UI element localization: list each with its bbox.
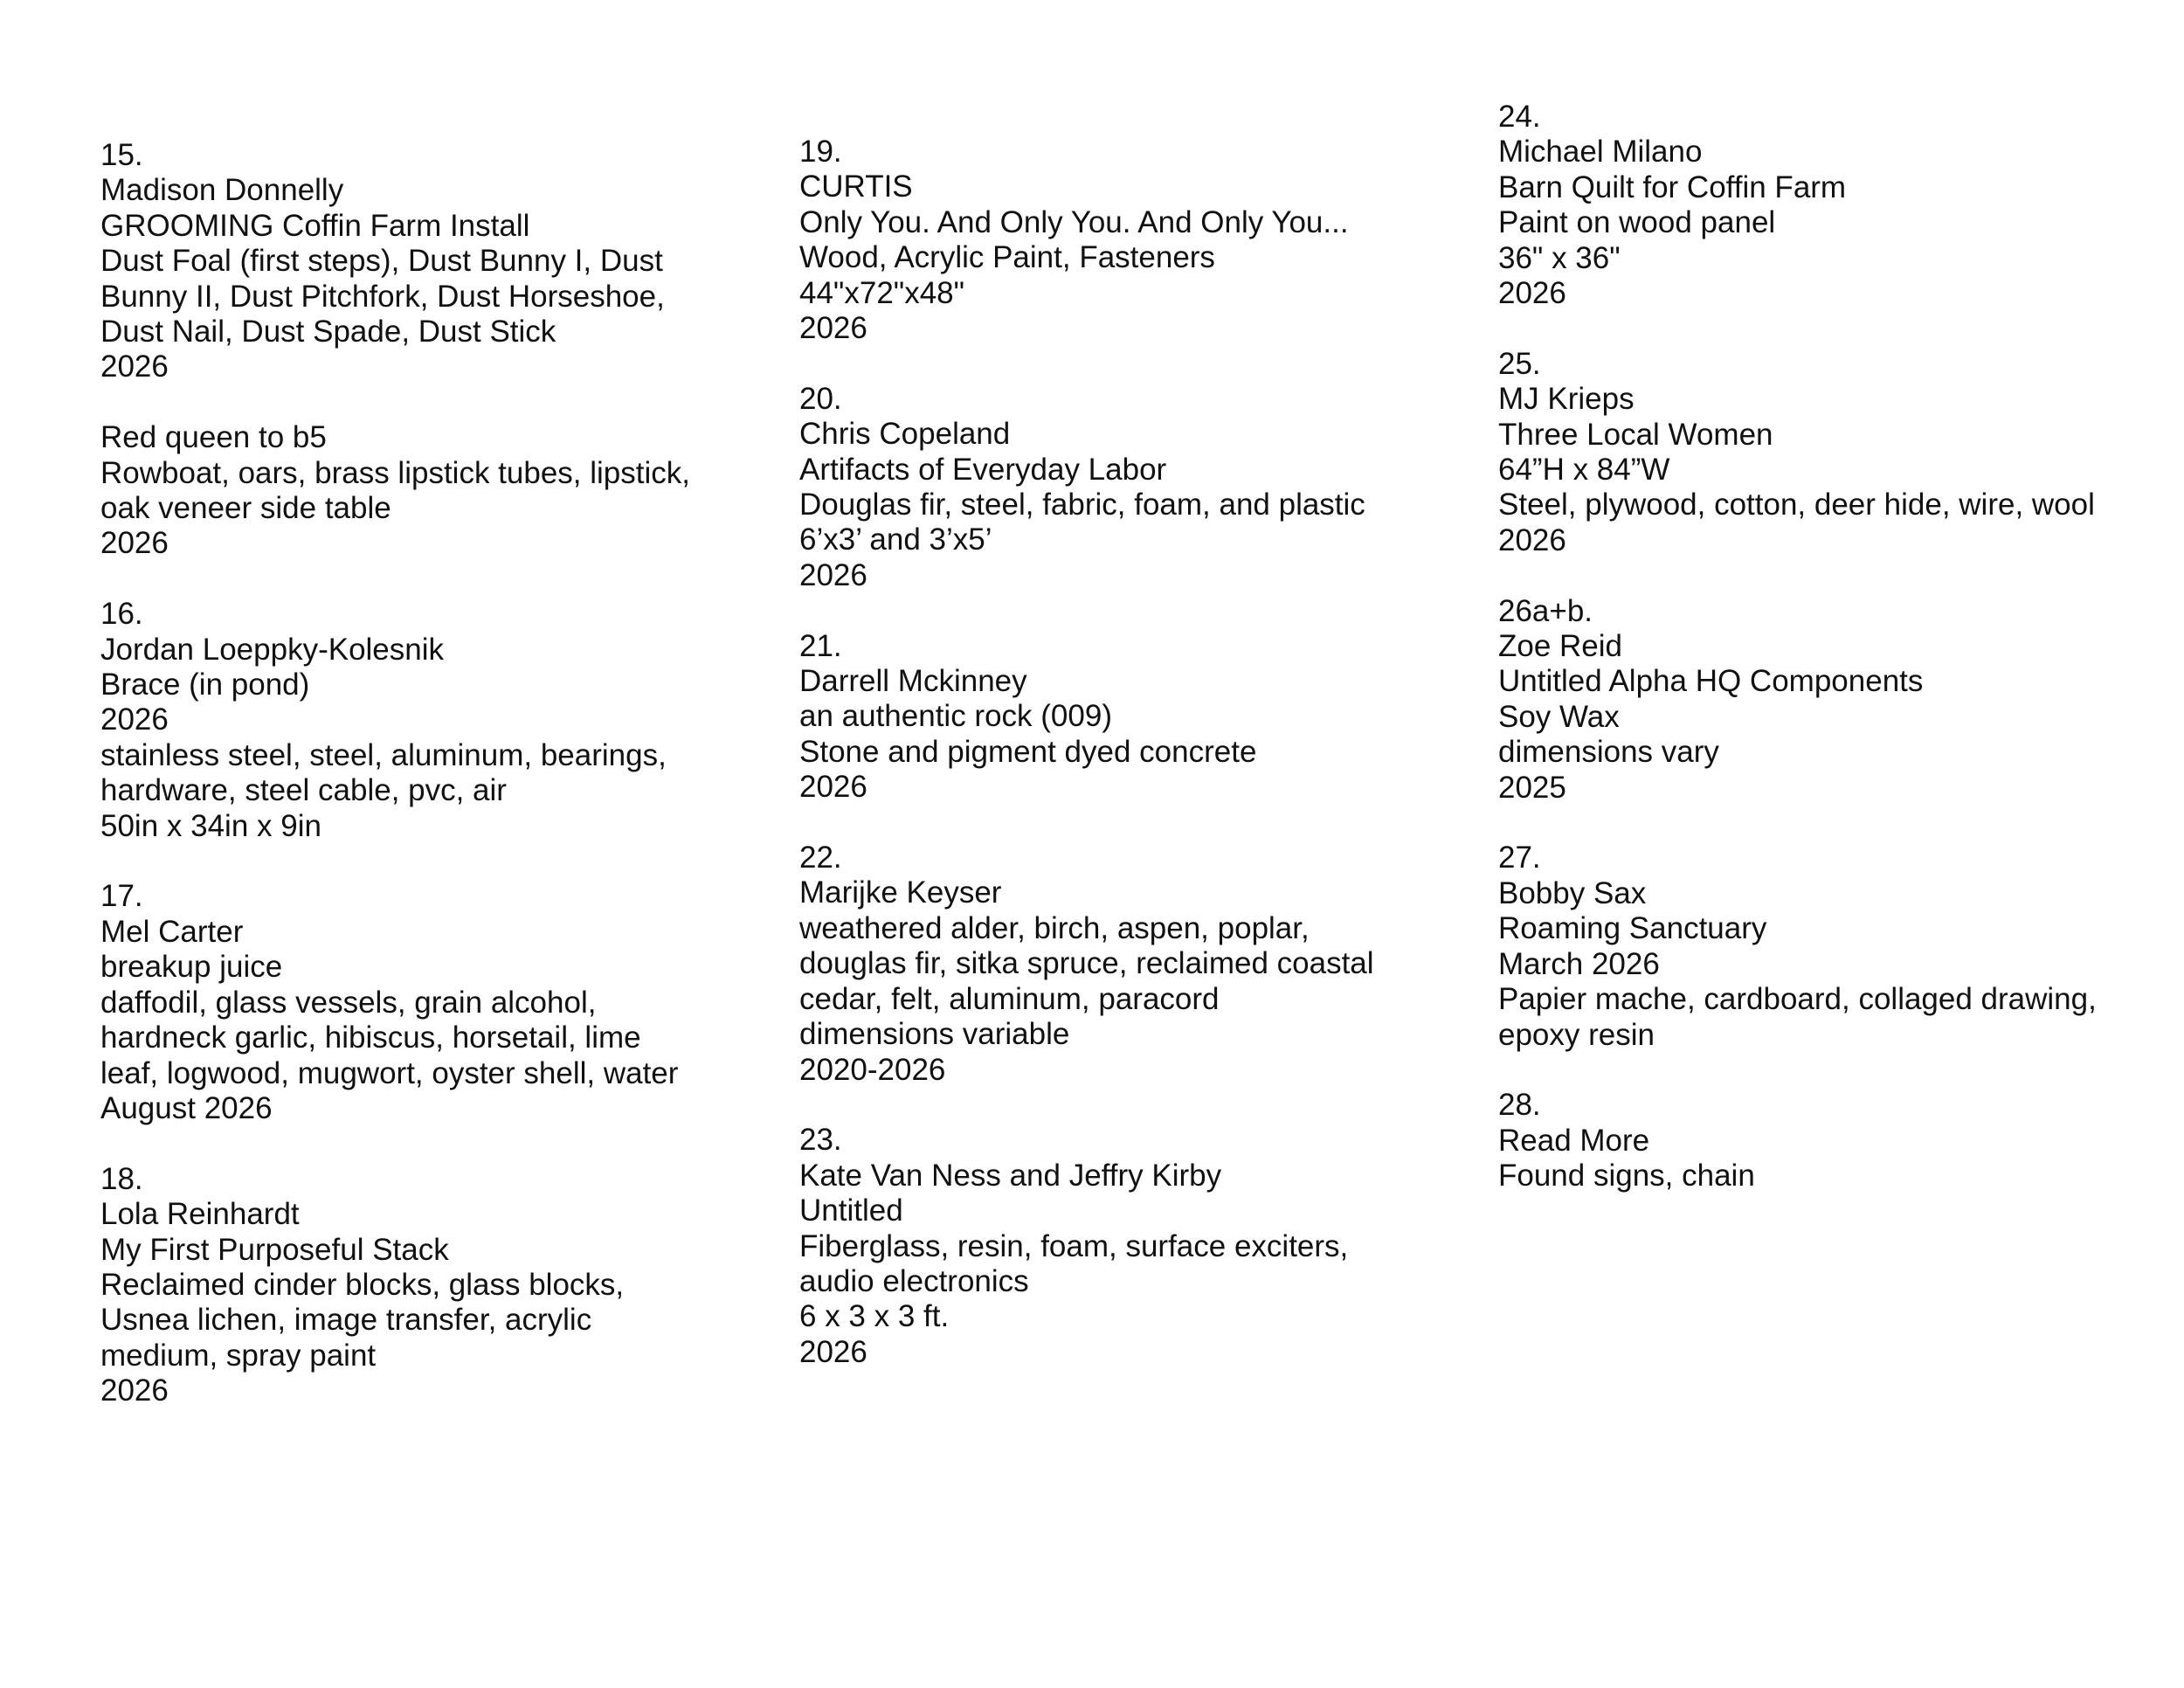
entry-line: cedar, felt, aluminum, paracord: [799, 981, 1220, 1016]
entry-line: Zoe Reid: [1498, 629, 1623, 664]
entry-line: Bunny II, Dust Pitchfork, Dust Horseshoe,: [100, 279, 665, 314]
artwork-entry: [1498, 347, 2127, 558]
entry-line: Papier mache, cardboard, collaged drawing,: [1498, 982, 2097, 1017]
entry-line: Kate Van Ness and Jeffry Kirby: [799, 1158, 1222, 1193]
entry-line: daffodil, glass vessels, grain alcohol,: [100, 985, 597, 1020]
entry-line: 2026: [799, 770, 867, 805]
entry-line: an authentic rock (009): [799, 699, 1112, 734]
entry-line: 64”H x 84”W: [1498, 453, 1670, 488]
entry-line: 2026: [100, 349, 169, 384]
entry-line: 2026: [1498, 276, 1566, 311]
entry-line: 2026: [100, 526, 169, 561]
entry-line: MJ Krieps: [1498, 382, 1635, 417]
artwork-entry: [100, 1162, 729, 1409]
artwork-entry: [100, 420, 729, 562]
entry-line: Only You. And Only You. And Only You...: [799, 204, 1349, 239]
artwork-entry: [1498, 1088, 2127, 1193]
entry-line: Mel Carter: [100, 914, 244, 949]
entry-line: weathered alder, birch, aspen, poplar,: [799, 910, 1310, 945]
entry-column-1: [100, 138, 729, 1444]
entry-line: Jordan Loeppky-Kolesnik: [100, 632, 445, 667]
entry-line: 15.: [100, 138, 143, 172]
entry-line: 2026: [799, 557, 867, 592]
entry-line: Barn Quilt for Coffin Farm: [1498, 169, 1847, 204]
entry-line: August 2026: [100, 1090, 273, 1125]
entry-line: 6 x 3 x 3 ft.: [799, 1299, 950, 1334]
entry-line: hardware, steel cable, pvc, air: [100, 773, 507, 808]
entry-column-2: [799, 135, 1428, 1406]
entry-line: 44"x72"x48": [799, 275, 965, 310]
entry-line: Dust Foal (first steps), Dust Bunny I, Dust: [100, 244, 663, 279]
entry-line: 2026: [100, 702, 169, 737]
artwork-entry: [1498, 100, 2127, 311]
entry-line: Rowboat, oars, brass lipstick tubes, lipstick,: [100, 455, 690, 490]
artwork-entry: [100, 138, 729, 385]
entry-line: 36" x 36": [1498, 240, 1621, 275]
entry-line: 2025: [1498, 770, 1566, 805]
entry-line: March 2026: [1498, 946, 1660, 981]
artwork-entry: [799, 135, 1428, 346]
entry-line: 28.: [1498, 1088, 1541, 1123]
entry-line: 2026: [100, 1373, 169, 1408]
entry-line: oak veneer side table: [100, 491, 391, 526]
entry-line: My First Purposeful Stack: [100, 1232, 449, 1267]
entry-line: Untitled Alpha HQ Components: [1498, 664, 1924, 699]
entry-line: Soy Wax: [1498, 699, 1620, 734]
entry-line: CURTIS: [799, 169, 913, 204]
entry-line: Usnea lichen, image transfer, acrylic: [100, 1303, 592, 1338]
entry-line: Untitled: [799, 1193, 903, 1228]
entry-line: 21.: [799, 628, 842, 663]
entry-line: dimensions variable: [799, 1017, 1070, 1052]
entry-line: 25.: [1498, 346, 1541, 381]
entry-line: douglas fir, sitka spruce, reclaimed coastal: [799, 946, 1374, 981]
entry-line: 27.: [1498, 841, 1541, 875]
entry-line: Steel, plywood, cotton, deer hide, wire, wool: [1498, 488, 2095, 522]
entry-line: 2020-2026: [799, 1052, 946, 1087]
entry-line: stainless steel, steel, aluminum, bearings,: [100, 737, 667, 772]
artwork-entry: [799, 841, 1428, 1088]
entry-line: 23.: [799, 1123, 842, 1158]
artwork-entry: [1498, 841, 2127, 1052]
entry-line: Madison Donnelly: [100, 173, 344, 208]
artwork-entry: [799, 629, 1428, 806]
entry-line: 50in x 34in x 9in: [100, 808, 321, 843]
entry-column-3: [1498, 100, 2127, 1229]
entry-line: Bobby Sax: [1498, 875, 1647, 910]
entry-line: Found signs, chain: [1498, 1159, 1755, 1193]
artwork-entry: [799, 1123, 1428, 1370]
entry-line: Marijke Keyser: [799, 875, 1002, 910]
entry-line: audio electronics: [799, 1263, 1029, 1298]
entry-line: 2026: [799, 311, 867, 346]
entry-line: Darrell Mckinney: [799, 664, 1027, 699]
entry-line: 6’x3’ and 3’x5’: [799, 522, 992, 557]
entry-line: Michael Milano: [1498, 135, 1703, 169]
entry-line: Read More: [1498, 1123, 1650, 1158]
entry-line: medium, spray paint: [100, 1338, 377, 1373]
entry-line: Paint on wood panel: [1498, 205, 1776, 240]
entry-line: 20.: [799, 381, 842, 416]
entry-line: Brace (in pond): [100, 668, 310, 702]
entry-line: 17.: [100, 879, 143, 914]
entry-line: 18.: [100, 1161, 143, 1196]
entry-line: Reclaimed cinder blocks, glass blocks,: [100, 1267, 625, 1302]
entry-line: Red queen to b5: [100, 420, 327, 455]
entry-line: Dust Nail, Dust Spade, Dust Stick: [100, 315, 556, 349]
entry-line: Roaming Sanctuary: [1498, 911, 1767, 946]
artwork-entry: [100, 597, 729, 844]
entry-line: Wood, Acrylic Paint, Fasteners: [799, 240, 1215, 275]
entry-line: Three Local Women: [1498, 417, 1773, 452]
entry-line: 22.: [799, 841, 842, 875]
entry-line: epoxy resin: [1498, 1017, 1655, 1052]
entry-line: Lola Reinhardt: [100, 1197, 300, 1232]
entry-line: Douglas fir, steel, fabric, foam, and plastic: [799, 488, 1365, 522]
entry-line: 2026: [1498, 522, 1566, 557]
entry-line: leaf, logwood, mugwort, oyster shell, water: [100, 1055, 679, 1090]
entry-line: 26a+b.: [1498, 593, 1593, 628]
entry-line: Stone and pigment dyed concrete: [799, 734, 1257, 769]
entry-line: GROOMING Coffin Farm Install: [100, 208, 530, 243]
entry-line: hardneck garlic, hibiscus, horsetail, lime: [100, 1020, 641, 1055]
artwork-entry: [1498, 594, 2127, 806]
entry-line: Chris Copeland: [799, 417, 1011, 452]
entry-line: breakup juice: [100, 950, 283, 985]
artwork-entry: [100, 879, 729, 1126]
entry-line: 19.: [799, 135, 842, 169]
artwork-entry: [799, 382, 1428, 593]
entry-line: dimensions vary: [1498, 735, 1719, 770]
entry-line: 2026: [799, 1334, 867, 1369]
entry-line: 24.: [1498, 100, 1541, 134]
entry-line: 16.: [100, 597, 143, 632]
entry-line: Fiberglass, resin, foam, surface exciters,: [799, 1228, 1349, 1263]
entry-line: Artifacts of Everyday Labor: [799, 452, 1167, 487]
